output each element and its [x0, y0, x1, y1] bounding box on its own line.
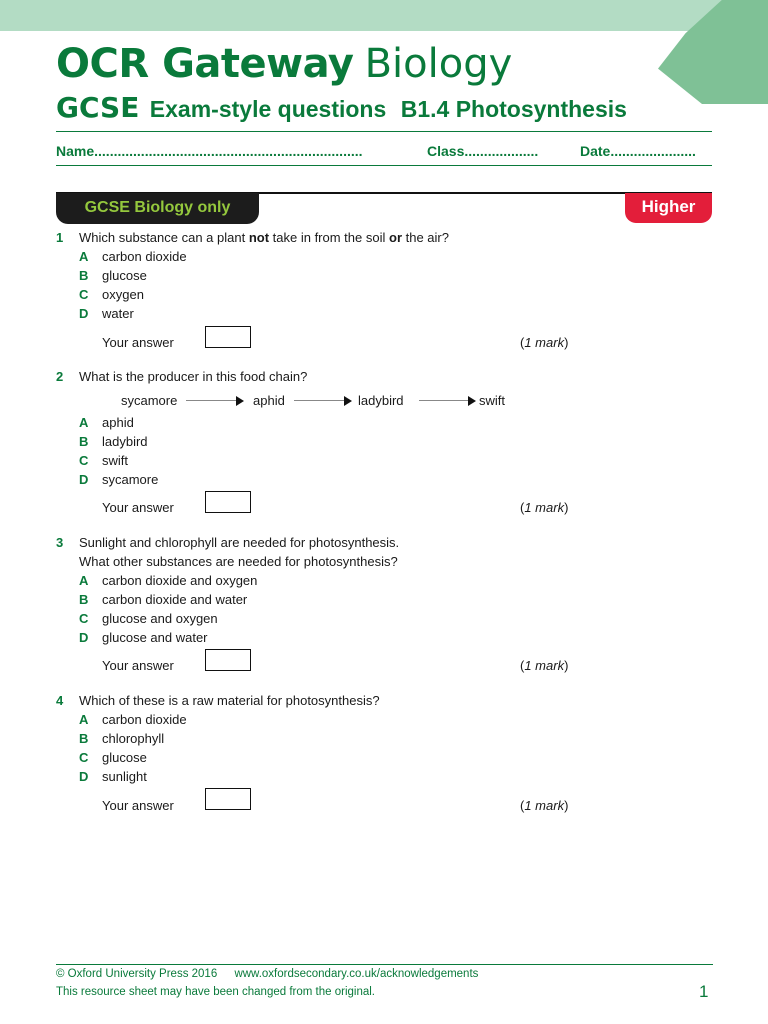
option-text: ladybird — [102, 434, 148, 449]
footer-url[interactable]: www.oxfordsecondary.co.uk/acknowledgements — [234, 968, 479, 980]
option-text: water — [102, 306, 134, 321]
page-number: 1 — [699, 982, 709, 1001]
food-chain-arrow — [419, 396, 477, 406]
option-text: aphid — [102, 415, 134, 430]
mark-allocation: (1 mark) — [520, 798, 569, 813]
question-number: 4 — [56, 693, 64, 708]
top-decorative-band — [0, 0, 768, 31]
option-letter: D — [79, 472, 89, 487]
answer-box[interactable] — [205, 491, 251, 513]
option-text: swift — [102, 453, 128, 468]
subtitle-exam-style: Exam-style questions — [149, 96, 387, 122]
answer-label: Your answer — [102, 335, 174, 350]
header-rule-top — [56, 131, 712, 132]
footer-rule — [56, 964, 713, 965]
answer-label: Your answer — [102, 658, 174, 673]
question-text: Sunlight and chlorophyll are needed for photosynthesis. — [79, 535, 400, 550]
answer-box[interactable] — [205, 326, 251, 348]
date-field[interactable]: Date...................... — [580, 143, 696, 159]
page-subtitle — [56, 91, 627, 124]
option-letter: C — [79, 611, 89, 626]
footer-note: This resource sheet may have been changed from the original. — [56, 986, 375, 998]
option-text: sunlight — [102, 769, 147, 784]
option-text: glucose — [102, 268, 147, 283]
option-letter: B — [79, 731, 89, 746]
higher-tier-badge: Higher — [625, 193, 712, 223]
option-letter: B — [79, 434, 89, 449]
option-text: oxygen — [102, 287, 144, 302]
question-text-line-2: What other substances are needed for photosynthesis? — [79, 554, 398, 569]
footer-copyright: © Oxford University Press 2016 — [56, 968, 218, 980]
question-text: Which of these is a raw material for photosynthesis? — [79, 693, 380, 708]
answer-box[interactable] — [205, 788, 251, 810]
option-letter: C — [79, 750, 89, 765]
title-ocr-gateway: OCR Gateway — [56, 41, 354, 87]
option-text: carbon dioxide — [102, 249, 187, 264]
option-letter: B — [79, 268, 89, 283]
answer-label: Your answer — [102, 798, 174, 813]
option-letter: D — [79, 306, 89, 321]
option-letter: B — [79, 592, 89, 607]
food-chain-organism: swift — [479, 393, 505, 408]
mark-allocation: (1 mark) — [520, 658, 569, 673]
option-text: chlorophyll — [102, 731, 165, 746]
food-chain-organism: sycamore — [121, 393, 178, 408]
option-letter: A — [79, 415, 89, 430]
mark-allocation: (1 mark) — [520, 335, 569, 350]
option-letter: A — [79, 573, 89, 588]
question-text: What is the producer in this food chain? — [79, 369, 308, 384]
question-number: 1 — [56, 230, 64, 245]
question-text: Which substance can a plant not take in from the soil or the air? — [79, 230, 449, 245]
student-fields — [56, 143, 712, 161]
option-letter: C — [79, 453, 89, 468]
question-number: 2 — [56, 369, 64, 384]
food-chain-organism: aphid — [253, 393, 285, 408]
footer-copyright-line — [56, 968, 478, 980]
food-chain-arrow — [186, 396, 244, 406]
subtitle-topic: B1.4 Photosynthesis — [400, 96, 627, 122]
option-letter: A — [79, 712, 89, 727]
gcse-biology-only-tab: GCSE Biology only — [56, 193, 259, 224]
option-text: carbon dioxide — [102, 712, 187, 727]
option-letter: C — [79, 287, 89, 302]
option-text: glucose — [102, 750, 147, 765]
answer-label: Your answer — [102, 500, 174, 515]
option-letter: D — [79, 630, 89, 645]
question-number: 3 — [56, 535, 64, 550]
class-field[interactable]: Class................... — [427, 143, 539, 159]
answer-box[interactable] — [205, 649, 251, 671]
option-text: sycamore — [102, 472, 159, 487]
food-chain-organism: ladybird — [358, 393, 404, 408]
option-letter: A — [79, 249, 89, 264]
option-text: glucose and water — [102, 630, 208, 645]
food-chain-arrow — [294, 396, 352, 406]
title-subject: Biology — [364, 41, 513, 87]
header-rule-bottom — [56, 165, 712, 166]
page-title — [56, 40, 512, 88]
option-text: carbon dioxide and oxygen — [102, 573, 258, 588]
subtitle-gcse: GCSE — [56, 91, 140, 124]
option-text: glucose and oxygen — [102, 611, 218, 626]
option-text: carbon dioxide and water — [102, 592, 248, 607]
name-field[interactable]: Name..................................................................... — [56, 143, 363, 159]
mark-allocation: (1 mark) — [520, 500, 569, 515]
option-letter: D — [79, 769, 89, 784]
